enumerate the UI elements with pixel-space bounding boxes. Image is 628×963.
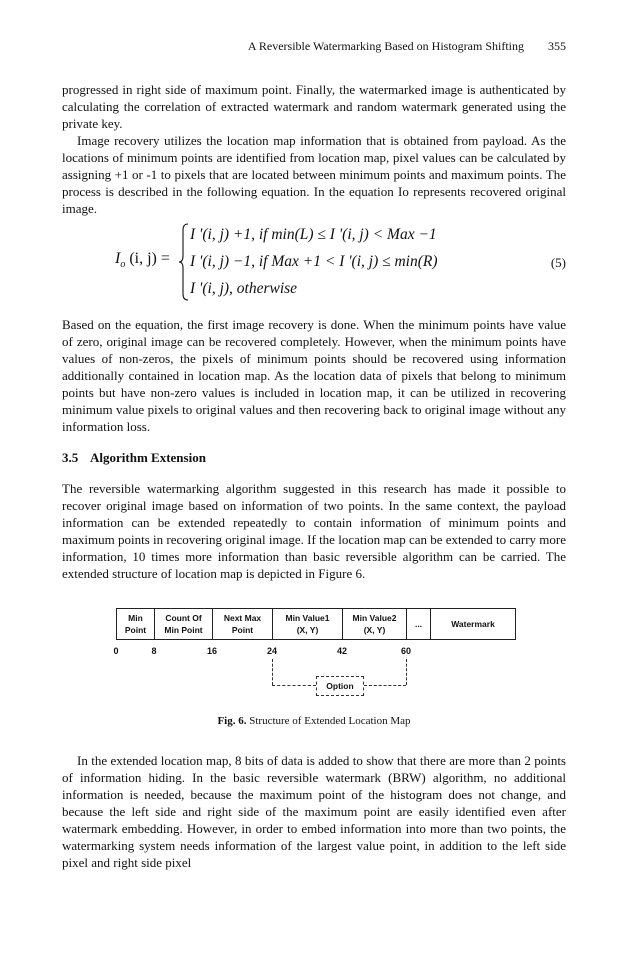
- equation-lhs: $I_o$ (i, j) =: [115, 250, 170, 271]
- cell-min-value-1: Min Value1 (X, Y): [272, 608, 342, 640]
- figure-caption: [62, 715, 566, 727]
- page-number: 355: [548, 39, 566, 53]
- section-title: Algorithm Extension: [90, 450, 206, 465]
- section-heading: [62, 450, 206, 466]
- equation-case-2: I '(i, j) −1, if Max +1 < I '(i, j) ≤ min(R): [190, 253, 438, 270]
- option-bracket-right: [406, 659, 407, 685]
- equation-case-1: I '(i, j) +1, if min(L) ≤ I '(i, j) < Max −1: [190, 226, 437, 243]
- equation-number: (5): [550, 255, 566, 270]
- option-bracket-bottom-left: [272, 685, 316, 686]
- equation-5: [62, 222, 566, 302]
- equation-case-3: I '(i, j), otherwise: [190, 280, 298, 297]
- paragraph-3: Based on the equation, the first image recovery is done. When the minimum points have value of zero, original image can be recovered completely. However, when the minimum points have values of non-zeros, the pixels of minimum points should be recovered using information additionally contained in location map. As the location data of pixels that belong to minimum points but have non-zero values is included in location map, it can be utilized in recovering minimum value pixels to original values and then recovering back to original image without any information loss.: [62, 317, 566, 434]
- paragraph-5: In the extended location map, 8 bits of data is added to show that there are more than 2 points of information hiding. In the basic reversible watermark (BRW) algorithm, no additional information is needed, because the maximum point of the histogram does not change, and because the left side and right side of the maximum point are easily identified even after watermark embedding. However, in order to embed information into more than two points, the watermarking system needs information of the largest value point, in addition to the left side pixel and right side pixel: [62, 753, 566, 870]
- cell-min-value-2: Min Value2 (X, Y): [342, 608, 406, 640]
- running-header: [62, 39, 566, 55]
- bit-tick-0: 0: [113, 646, 119, 656]
- paragraph-2: Image recovery utilizes the location map information that is obtained from payload. As the locations of minimum points are identified from location map, pixel values can be calculated by assigning +1 or -1 to pixels that are located between minimum points and maximum points. The process is described in the following equation. In the equation Io represents recovered original image.: [62, 133, 566, 216]
- paragraph-1: progressed in right side of maximum point. Finally, the watermarked image is authenticated by calculating the correlation of extracted watermark and random watermark generated using the private key.: [62, 82, 566, 131]
- cell-watermark: Watermark: [430, 608, 516, 640]
- cell-min-point: Min Point: [116, 608, 154, 640]
- bit-tick-16: 16: [206, 646, 218, 656]
- option-bracket-left: [272, 659, 273, 685]
- cell-count-of-min-point: Count Of Min Point: [154, 608, 212, 640]
- cell-next-max-point: Next Max Point: [212, 608, 272, 640]
- paragraph-4: The reversible watermarking algorithm suggested in this research has made it possible to recover original image based on information of two points. In the same context, the payload information can be extended repeatedly to contain information of minimum points and maximum points in recovering original image. If the location map can be extended to carry more information, 10 times more information than basic reversible algorithm can be carried. The extended structure of location map is depicted in Figure 6.: [62, 481, 566, 581]
- bit-tick-8: 8: [151, 646, 157, 656]
- section-number: 3.5: [62, 450, 79, 465]
- left-brace: [178, 222, 190, 302]
- bit-tick-42: 42: [336, 646, 348, 656]
- option-bracket-bottom-right: [364, 685, 406, 686]
- caption-label: Fig. 6.: [217, 715, 247, 727]
- cell-ellipsis: ...: [406, 608, 430, 640]
- location-map-figure: [110, 603, 520, 698]
- bit-tick-60: 60: [400, 646, 412, 656]
- running-title: A Reversible Watermarking Based on Histogram Shifting: [247, 39, 524, 53]
- bit-tick-24: 24: [266, 646, 278, 656]
- caption-text: Structure of Extended Location Map: [249, 715, 411, 727]
- option-box: Option: [316, 676, 364, 696]
